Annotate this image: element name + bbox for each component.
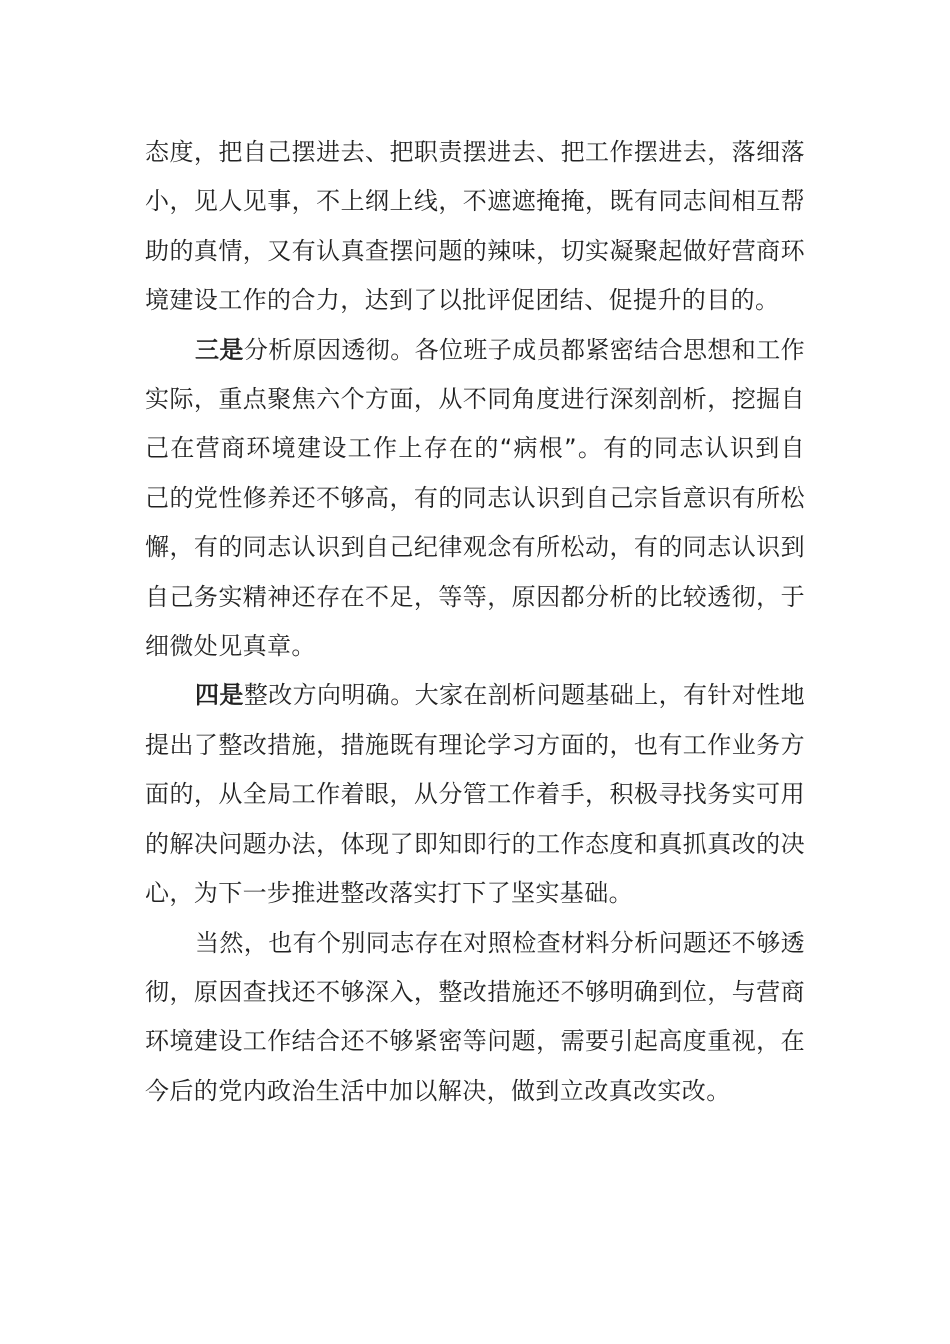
document-body [145, 128, 805, 1116]
paragraph-point-four [145, 671, 805, 918]
paragraph-continuation [145, 128, 805, 326]
paragraph-text: 整改方向明确。大家在剖析问题基础上，有针对性地提出了整改措施，措施既有理论学习方面的，也有工作业务方面的，从全局工作着眼，从分管工作着手，积极寻找务实可用的解决问题办法，体现了即知即行的工作态度和真抓真改的决心，为下一步推进整改落实打下了坚实基础。 [145, 681, 806, 908]
paragraph-text: 态度，把自己摆进去、把职责摆进去、把工作摆进去，落细落小，见人见事，不上纲上线，不遮遮掩掩，既有同志间相互帮助的真情，又有认真查摆问题的辣味，切实凝聚起做好营商环境建设工作的合力，达到了以批评促团结、促提升的目的。 [145, 138, 805, 315]
paragraph-text: 分析原因透彻。各位班子成员都紧密结合思想和工作实际，重点聚焦六个方面，从不同角度进行深刻剖析，挖掘自己在营商环境建设工作上存在的“病根”。有的同志认识到自己的党性修养还不够高，有的同志认识到自己宗旨意识有所松懈，有的同志认识到自己纪律观念有所松动，有的同志认识到自己务实精神还存在不足，等等，原因都分析的比较透彻，于细微处见真章。 [145, 335, 806, 661]
paragraph-conclusion [145, 919, 805, 1117]
paragraph-point-three [145, 326, 805, 672]
paragraph-text: 当然，也有个别同志存在对照检查材料分析问题还不够透彻，原因查找还不够深入，整改措施还不够明确到位，与营商环境建设工作结合还不够紧密等问题，需要引起高度重视，在今后的党内政治生活中加以解决，做到立改真改实改。 [145, 928, 805, 1105]
paragraph-lead: 四是 [195, 681, 244, 710]
paragraph-lead: 三是 [195, 335, 244, 364]
